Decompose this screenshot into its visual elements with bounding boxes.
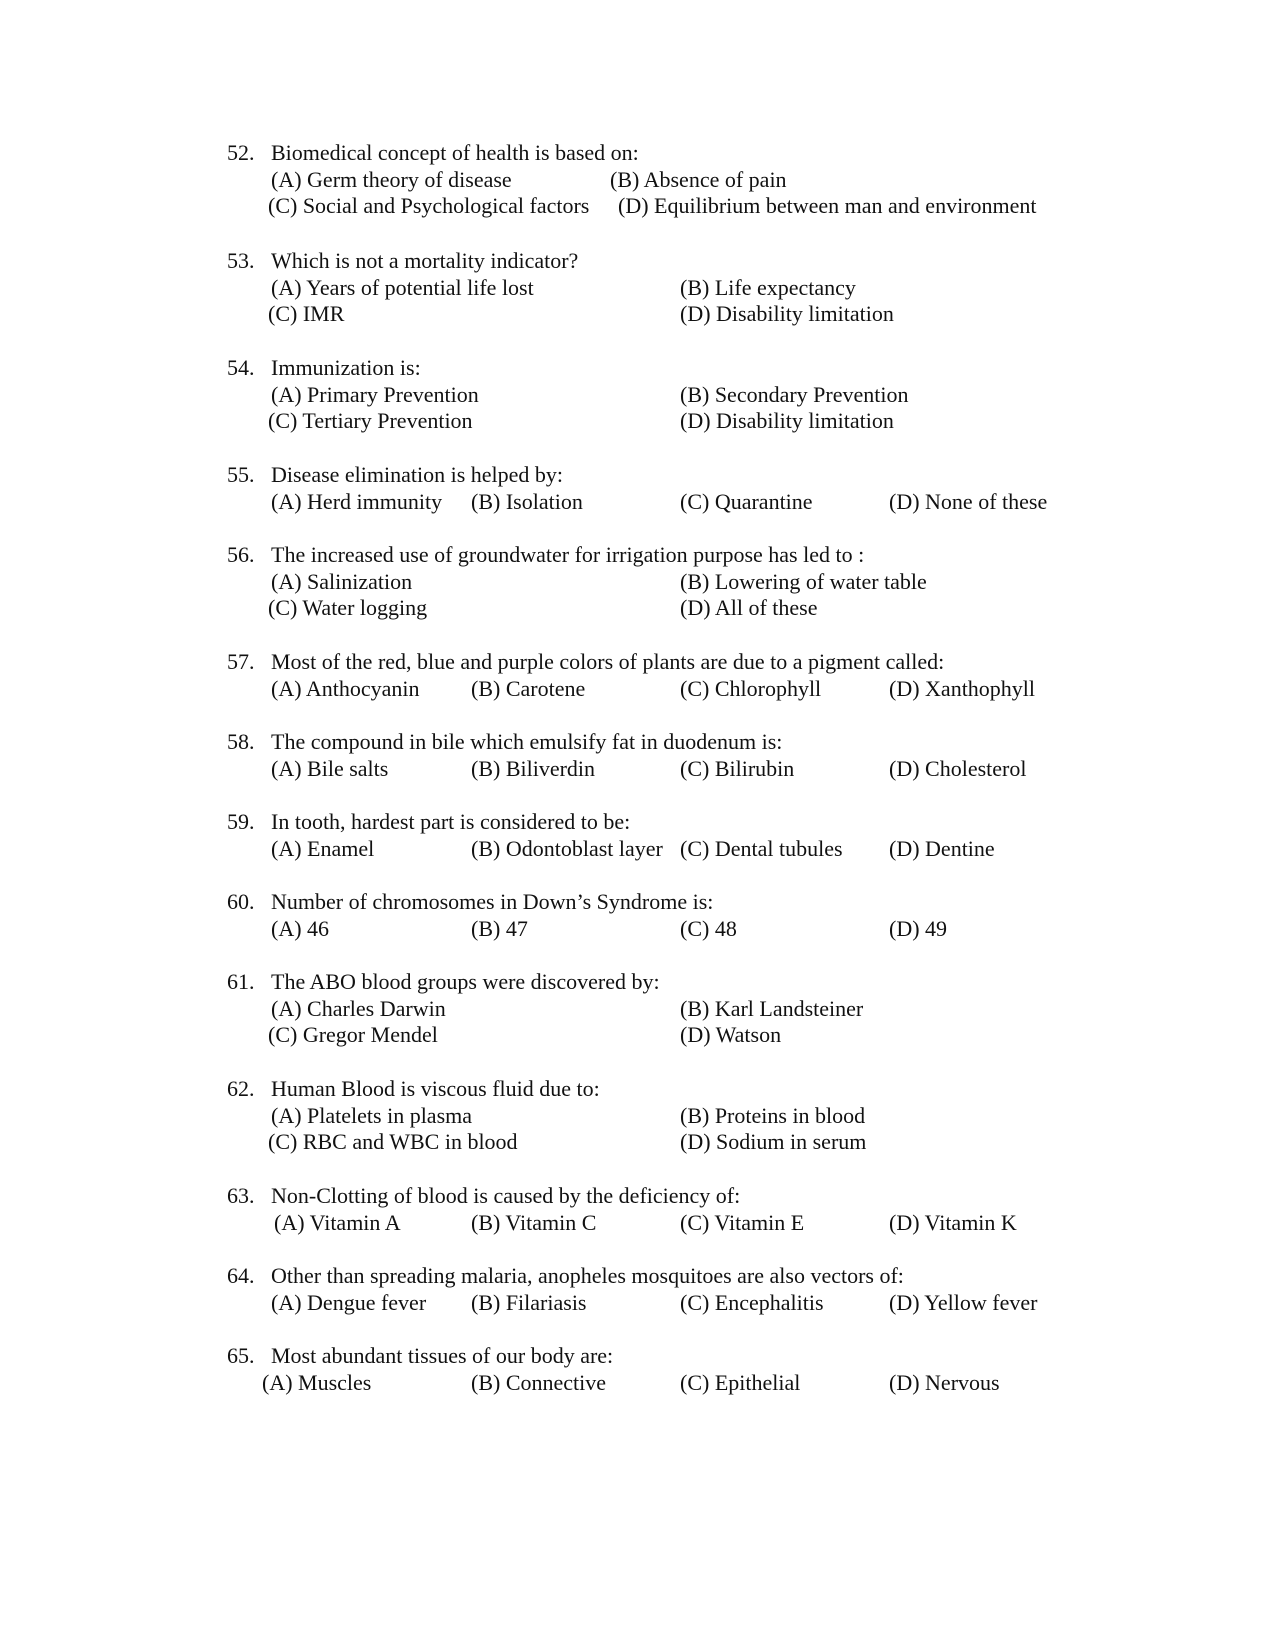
question-56 [0,542,1275,622]
option-d: (D) Yellow fever [889,1290,1038,1315]
option-b: (B) Absence of pain [610,167,787,192]
option-c: (C) Tertiary Prevention [268,408,473,433]
option-b: (B) Biliverdin [471,756,596,781]
option-b: (B) Vitamin C [471,1210,597,1235]
question-text: Disease elimination is helped by: [271,462,564,487]
option-a: (A) Enamel [271,836,375,861]
option-d: (D) Watson [680,1022,782,1047]
question-text: Biomedical concept of health is based on: [271,140,639,165]
option-a: (A) Herd immunity [271,489,443,514]
option-d: (D) Disability limitation [680,408,894,433]
question-61 [0,969,1275,1049]
question-57 [0,649,1275,729]
option-c: (C) Dental tubules [680,836,843,861]
question-number: 56. [227,542,255,567]
option-a: (A) Dengue fever [271,1290,427,1315]
option-b: (B) Lowering of water table [680,569,927,594]
option-c: (C) Quarantine [680,489,813,514]
option-d: (D) Equilibrium between man and environment [618,193,1037,218]
option-d: (D) Sodium in serum [680,1129,867,1154]
option-a: (A) 46 [271,916,330,941]
question-53 [0,248,1275,328]
option-c: (C) Social and Psychological factors [268,193,590,218]
question-text: The compound in bile which emulsify fat in duodenum is: [271,729,783,754]
option-d: (D) None of these [889,489,1048,514]
option-d: (D) Xanthophyll [889,676,1036,701]
question-58 [0,729,1275,809]
option-c: (C) RBC and WBC in blood [268,1129,518,1154]
option-d: (D) Nervous [889,1370,1000,1395]
question-number: 55. [227,462,255,487]
question-62 [0,1076,1275,1156]
option-c: (C) Epithelial [680,1370,801,1395]
option-b: (B) Odontoblast layer [471,836,663,861]
option-a: (A) Anthocyanin [271,676,420,701]
question-number: 60. [227,889,255,914]
question-number: 53. [227,248,255,273]
option-a: (A) Charles Darwin [271,996,446,1021]
option-a: (A) Salinization [271,569,413,594]
question-text: The increased use of groundwater for irrigation purpose has led to : [271,542,865,567]
question-65 [0,1343,1275,1423]
question-number: 54. [227,355,255,380]
option-a: (A) Germ theory of disease [271,167,512,192]
question-63 [0,1183,1275,1263]
option-c: (C) IMR [268,301,345,326]
question-text: Human Blood is viscous fluid due to: [271,1076,600,1101]
option-c: (C) Water logging [268,595,428,620]
option-a: (A) Primary Prevention [271,382,479,407]
question-number: 59. [227,809,255,834]
option-d: (D) Dentine [889,836,995,861]
question-60 [0,889,1275,969]
option-a: (A) Bile salts [271,756,389,781]
question-64 [0,1263,1275,1343]
option-c: (C) Vitamin E [680,1210,805,1235]
option-b: (B) Proteins in blood [680,1103,866,1128]
question-59 [0,809,1275,889]
question-text: In tooth, hardest part is considered to be: [271,809,631,834]
option-c: (C) Bilirubin [680,756,795,781]
option-d: (D) All of these [680,595,818,620]
question-text: Most abundant tissues of our body are: [271,1343,614,1368]
option-b: (B) Connective [471,1370,607,1395]
question-number: 63. [227,1183,255,1208]
option-c: (C) 48 [680,916,737,941]
question-54 [0,355,1275,435]
option-b: (B) Life expectancy [680,275,856,300]
option-b: (B) Secondary Prevention [680,382,909,407]
question-text: The ABO blood groups were discovered by: [271,969,660,994]
question-number: 65. [227,1343,255,1368]
question-text: Which is not a mortality indicator? [271,248,579,273]
question-text: Non-Clotting of blood is caused by the deficiency of: [271,1183,741,1208]
option-d: (D) Disability limitation [680,301,894,326]
option-a: (A) Years of potential life lost [271,275,534,300]
question-55 [0,462,1275,542]
question-number: 57. [227,649,255,674]
question-number: 52. [227,140,255,165]
question-number: 58. [227,729,255,754]
option-a: (A) Muscles [262,1370,372,1395]
option-c: (C) Gregor Mendel [268,1022,438,1047]
option-b: (B) 47 [471,916,528,941]
option-b: (B) Karl Landsteiner [680,996,864,1021]
question-text: Immunization is: [271,355,421,380]
question-text: Most of the red, blue and purple colors of plants are due to a pigment called: [271,649,945,674]
question-number: 61. [227,969,255,994]
question-text: Number of chromosomes in Down’s Syndrome is: [271,889,714,914]
option-b: (B) Isolation [471,489,583,514]
option-c: (C) Chlorophyll [680,676,822,701]
option-c: (C) Encephalitis [680,1290,824,1315]
option-d: (D) 49 [889,916,948,941]
option-d: (D) Vitamin K [889,1210,1017,1235]
question-number: 62. [227,1076,255,1101]
option-b: (B) Carotene [471,676,586,701]
question-52 [0,140,1275,220]
option-a: (A) Vitamin A [274,1210,401,1235]
option-a: (A) Platelets in plasma [271,1103,473,1128]
question-number: 64. [227,1263,255,1288]
question-text: Other than spreading malaria, anopheles mosquitoes are also vectors of: [271,1263,904,1288]
option-d: (D) Cholesterol [889,756,1027,781]
option-b: (B) Filariasis [471,1290,587,1315]
